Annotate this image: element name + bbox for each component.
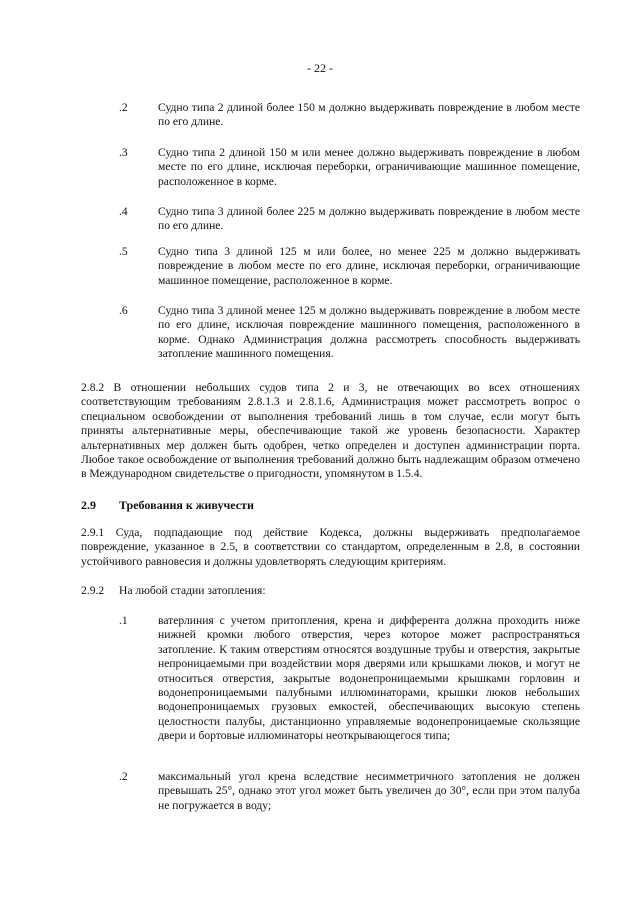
list-item-number: .4 bbox=[119, 205, 128, 218]
list-item-text: ватерлиния с учетом притопления, крена и дифферента должна проходить ниже нижней кромки любого отверстия, через которое может распространяться затопление. К таким отверстиям относятся воздушные трубы и отверстия, закрытые непроницаемыми при воздействии моря дверями или крышками люков, и могут не относиться отверстия, закрытые водонепроницаемыми крышками горловин и водонепроницаемыми палубными иллюминаторами, крышки люков небольших водонепроницаемых грузовых емкостей, обеспечивающих высокую степень целостности палубы, дистанционно управляемые водонепроницаемые скользящие двери и бортовые иллюминаторы неоткрывающегося типа; bbox=[158, 614, 580, 743]
section-number: 2.9 bbox=[81, 498, 96, 512]
list-item-number: .2 bbox=[119, 770, 128, 783]
paragraph-text: На любой стадии затопления: bbox=[119, 584, 266, 597]
list-item-text: максимальный угол крена вследствие несимметричного затопления не должен превышать 25°, однако этот угол может быть увеличен до 30°, если при этом палуба не погружается в воду; bbox=[158, 770, 580, 812]
section-title: Требования к живучести bbox=[119, 498, 254, 512]
paragraph-number: 2.9.2 bbox=[81, 584, 105, 597]
list-item-number: .6 bbox=[119, 304, 128, 317]
list-item-number: .5 bbox=[119, 245, 128, 258]
list-item-text: Судно типа 3 длиной менее 125 м должно выдерживать повреждение в любом месте по его длине, исключая повреждение машинного помещения, расположенного в корме. Однако Администрация должна рассмотреть способность выдерживать затопление машинного помещения. bbox=[158, 304, 580, 361]
list-item-text: Судно типа 3 длиной 125 м или более, но менее 225 м должно выдерживать повреждение в любом месте по его длине, исключая переборки, ограничивающие машинное помещение, расположенное в корме. bbox=[158, 245, 580, 287]
page-number: - 22 - bbox=[307, 61, 333, 75]
paragraph-2-9-1: 2.9.1 Суда, подпадающие под действие Кодекса, должны выдерживать предполагаемое повреждение, указанное в 2.5, в соответствии со стандартом, определенным в 2.8, в состоянии устойчивого равновесия и должны удовлетворять следующим критериям. bbox=[81, 526, 580, 568]
list-item-text: Судно типа 2 длиной более 150 м должно выдерживать повреждение в любом месте по его длине. bbox=[158, 101, 580, 129]
list-item-text: Судно типа 2 длиной 150 м или менее должно выдерживать повреждение в любом месте по его длине, исключая переборки, ограничивающие машинное помещение, расположенное в корме. bbox=[158, 146, 580, 188]
paragraph-2-8-2: 2.8.2 В отношении небольших судов типа 2 и 3, не отвечающих во всех отношениях соответствующим требованиям 2.8.1.3 и 2.8.1.6, Администрация может рассмотреть вопрос о специальном освобождении от выполнения требований лишь в том случае, если могут быть приняты альтернативные меры, обеспечивающие такой же уровень безопасности. Характер альтернативных мер должен быть одобрен, четко определен и доступен администрации порта. Любое такое освобождение от выполнения требований должно быть надлежащим образом отмечено в Международном свидетельстве о пригодности, упомянутом в 1.5.4. bbox=[81, 381, 580, 481]
list-item-number: .1 bbox=[119, 614, 128, 627]
list-item-text: Судно типа 3 длиной более 225 м должно выдерживать повреждение в любом месте по его длине. bbox=[158, 205, 580, 233]
list-item-number: .2 bbox=[119, 101, 128, 114]
list-item-number: .3 bbox=[119, 146, 128, 159]
